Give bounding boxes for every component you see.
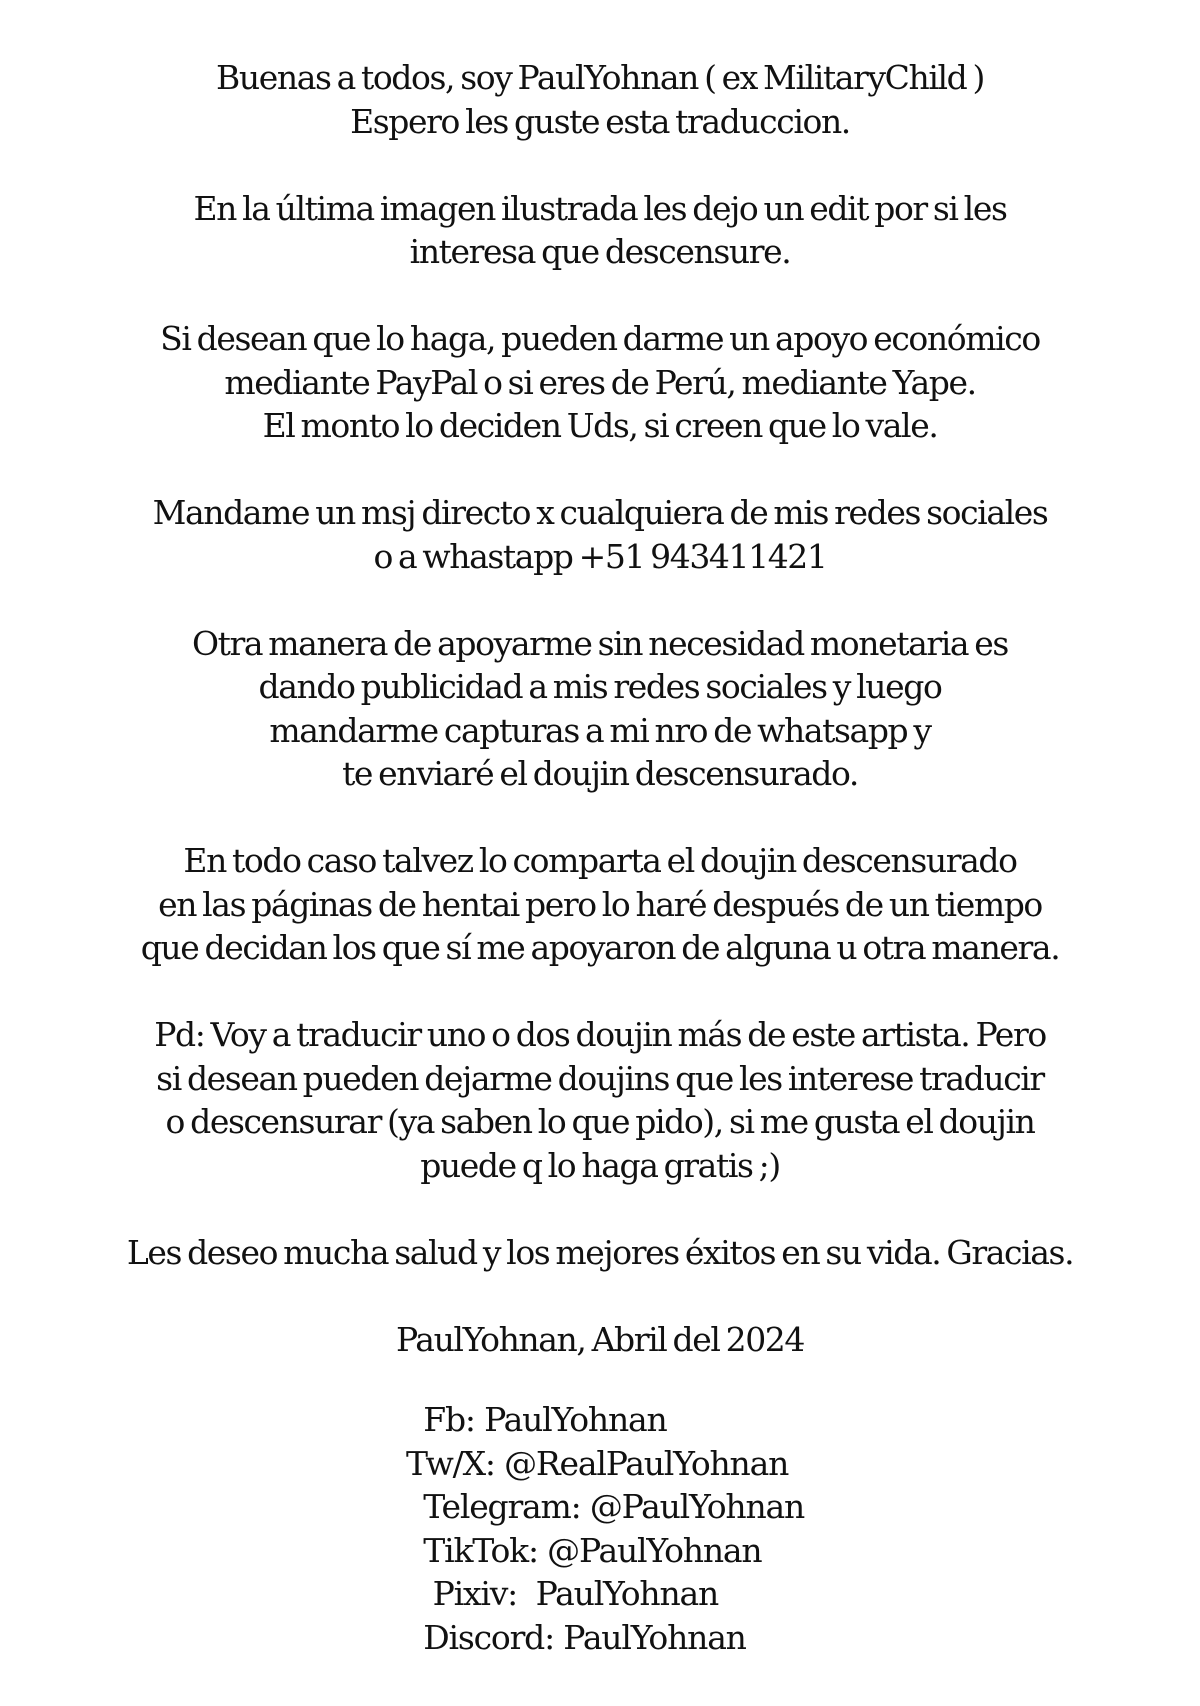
sharing-paragraph [0,839,1200,970]
postscript-paragraph [0,1013,1200,1187]
text-line: Espero les guste esta traduccion. [350,101,850,141]
text-line: si desean pueden dejarme doujins que les interese traducir [156,1058,1044,1098]
farewell-paragraph [0,1231,1200,1275]
edit-note-paragraph [0,187,1200,274]
message-body [0,56,1200,1405]
text-line: que decidan los que sí me apoyaron de alguna u otra manera. [140,928,1060,967]
greeting-paragraph [0,56,1200,143]
text-line: El monto lo deciden Uds, si creen que lo vale. [262,406,938,445]
text-line: Otra manera de apoyarme sin necesidad monetaria es [192,623,1008,663]
social-twitter: Tw/X: @RealPaulYohnan [406,1443,789,1483]
text-line: Pd: Voy a traducir uno o dos doujin más de este artista. Pero [154,1015,1046,1054]
text-line: Mandame un msj directo x cualquiera de mis redes sociales [152,493,1048,532]
support-paragraph [0,317,1200,448]
social-telegram: Telegram: @PaulYohnan [414,1487,805,1526]
signature-line [0,1318,1200,1362]
alternative-support-paragraph [0,622,1200,796]
text-line: o a whastapp +51 943411421 [373,536,827,576]
text-line: En todo caso talvez lo comparta el doujin descensurado [183,841,1017,880]
social-tiktok: TikTok: @PaulYohnan [414,1530,762,1570]
text-line: Buenas a todos, soy PaulYohnan ( ex MilitaryChild ) [216,58,984,97]
contact-paragraph [0,491,1200,578]
social-pixiv: Pixiv: PaulYohnan [414,1574,719,1613]
text-line: mediante PayPal o si eres de Perú, mediante Yape. [224,362,976,402]
text-line: mandarme capturas a mi nro de whatsapp y [269,710,931,750]
social-discord: Discord: PaulYohnan [414,1617,746,1657]
text-line: o descensurar (ya saben lo que pido), si me gusta el doujin [165,1102,1035,1141]
text-line: En la última imagen ilustrada les dejo un edit por si les [193,188,1007,228]
text-line: Les deseo mucha salud y los mejores éxitos en su vida. Gracias. [126,1232,1074,1272]
text-line: Si desean que lo haga, pueden darme un apoyo económico [160,319,1040,358]
text-line: puede q lo haga gratis ;) [420,1145,780,1185]
social-facebook: Fb: PaulYohnan [414,1400,667,1439]
signature-text: PaulYohnan, Abril del 2024 [395,1319,804,1359]
social-links-list [406,1398,934,1659]
text-line: interesa que descensure. [409,232,791,271]
text-line: te enviaré el doujin descensurado. [342,754,858,793]
text-line: en las páginas de hentai pero lo haré después de un tiempo [158,884,1042,924]
text-line: dando publicidad a mis redes sociales y luego [258,667,942,706]
